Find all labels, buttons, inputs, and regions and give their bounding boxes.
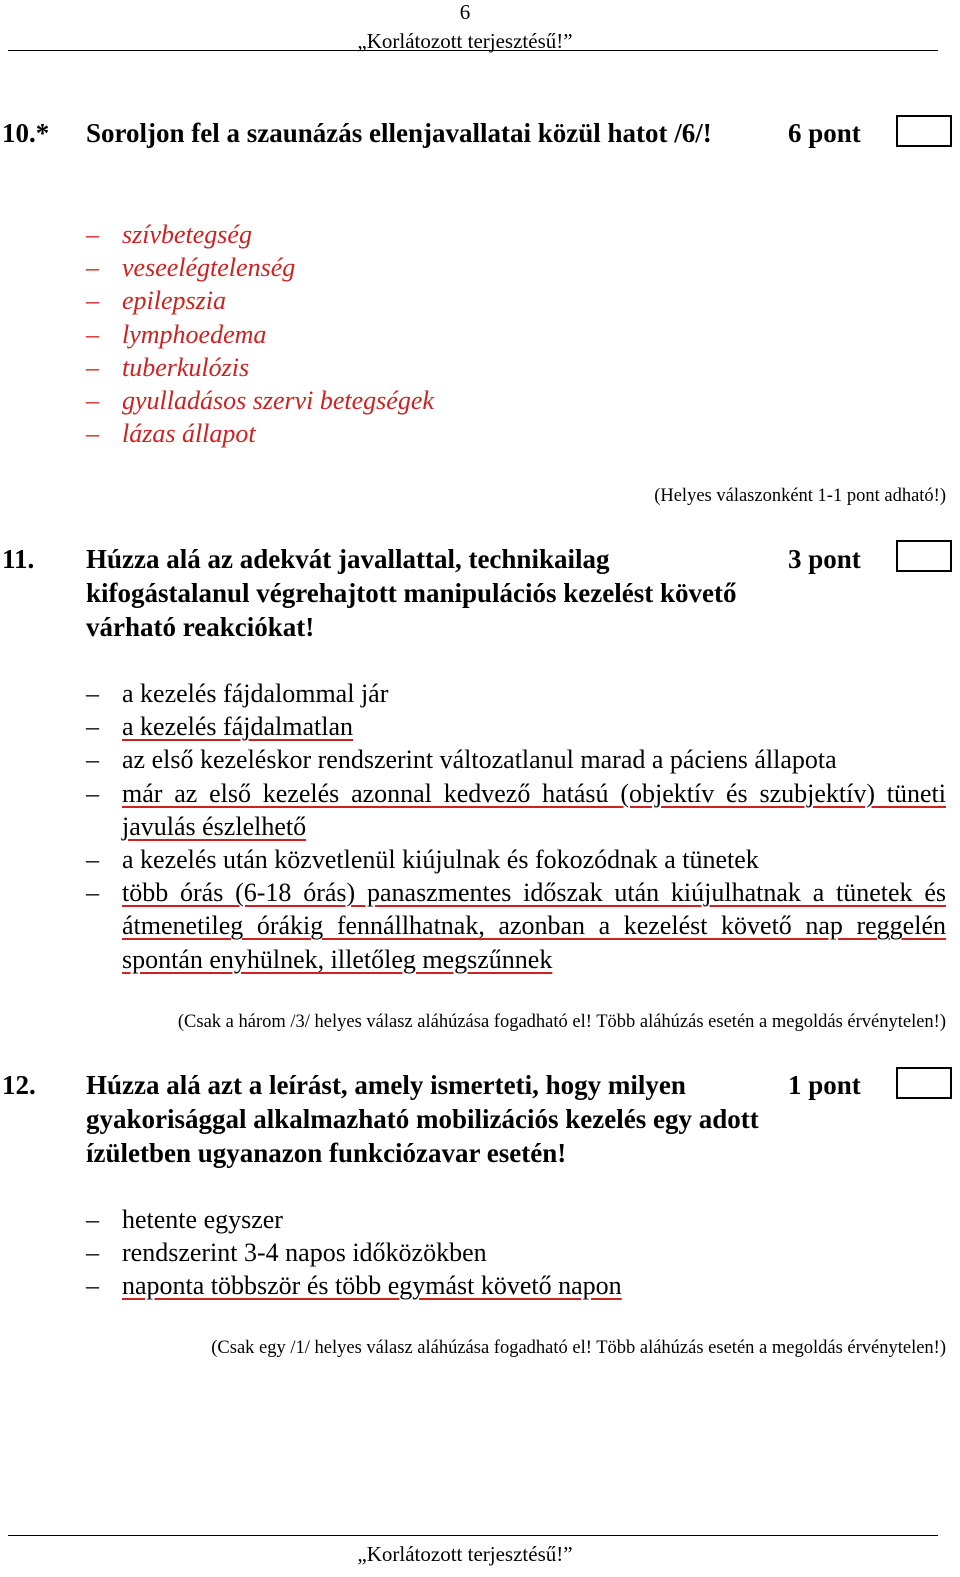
answer-text: hetente egyszer <box>122 1205 283 1234</box>
answer-item[interactable]: – a kezelés fájdalmatlan <box>86 712 353 742</box>
answer-item[interactable]: – hetente egyszer <box>86 1205 283 1234</box>
answer-list <box>86 218 946 450</box>
footer-restricted-label: „Korlátozott terjesztésű!” <box>357 1542 573 1566</box>
question-points: 3 pont <box>788 544 861 574</box>
answer-text: szívbetegség <box>122 220 252 249</box>
question-points: 6 pont <box>788 118 861 148</box>
score-box[interactable] <box>896 115 952 147</box>
answer-item[interactable]: – a kezelés után közvetlenül kiújulnak és fokozódnak a tünetek <box>86 845 759 875</box>
header-restricted-label: „Korlátozott terjesztésű!” <box>357 29 573 53</box>
answer-item: – szívbetegség <box>86 220 252 249</box>
scoring-note: (Csak a három /3/ helyes válasz aláhúzása fogadható el! Több aláhúzás esetén a megoldás érvénytelen!) <box>177 1012 946 1032</box>
footer-rule <box>8 1535 938 1536</box>
answer-item[interactable]: – az első kezeléskor rendszerint változatlanul marad a páciens állapota <box>86 745 837 775</box>
answer-text: veseelégtelenség <box>122 253 296 283</box>
answer-item: – lázas állapot <box>86 419 256 449</box>
answer-item: – tuberkulózis <box>86 352 250 382</box>
answer-text: az első kezeléskor rendszerint változatlanul marad a páciens állapota <box>122 745 837 775</box>
header-rule <box>8 50 938 51</box>
score-box[interactable] <box>896 540 952 572</box>
answer-item: – gyulladásos szervi betegségek <box>86 386 434 416</box>
answer-item[interactable]: – már az első kezelés azonnal kedvező hatású (objektív és szubjektív) tüneti javulás észlelhető <box>86 778 946 841</box>
question-text: Húzza alá azt a leírást, amely ismerteti, hogy milyen gyakorisággal alkalmazható mobilizációs kezelés egy adott ízületben ugyanazon funkciózavar esetén! <box>86 1070 759 1168</box>
answer-text: a kezelés fájdalommal jár <box>122 679 389 708</box>
answer-text: tuberkulózis <box>122 352 250 382</box>
answer-list <box>86 677 946 976</box>
question-number: 11. <box>2 544 35 574</box>
answer-item[interactable]: – több órás (6-18 órás) panaszmentes időszak után kiújulhatnak a tünetek és átmenetileg órákig fennállhatnak, azonban a kezelést követő nap reggelén spontán enyhülnek, illetőleg megszűnnek <box>86 878 946 974</box>
answer-item[interactable]: – naponta többször és több egymást követő napon <box>86 1271 622 1301</box>
answer-list <box>86 1203 946 1303</box>
answer-text-underlined: naponta többször és több egymást követő napon <box>122 1271 622 1301</box>
page-number: 6 <box>459 0 471 24</box>
answer-item: – veseelégtelenség <box>86 253 296 283</box>
question-text: Húzza alá az adekvát javallattal, technikailag kifogástalanul végrehajtott manipulációs kezelést követő várható reakciókat! <box>86 544 737 642</box>
answer-text: rendszerint 3-4 napos időközökben <box>122 1238 487 1268</box>
question-number: 10.* <box>2 118 50 148</box>
answer-text: a kezelés után közvetlenül kiújulnak és fokozódnak a tünetek <box>122 845 759 875</box>
question-number: 12. <box>2 1070 36 1100</box>
question-points: 1 pont <box>788 1070 861 1100</box>
scoring-note: (Helyes válaszonként 1-1 pont adható!) <box>654 486 946 506</box>
answer-text-underlined: több órás (6-18 órás) panaszmentes időszak után kiújulhatnak a tünetek és átmenetileg órákig fennállhatnak, azonban a kezelést követő nap reggelén spontán enyhülnek, illetőleg megszűnnek <box>122 878 946 974</box>
answer-text-underlined: már az első kezelés azonnal kedvező hatású (objektív és szubjektív) tüneti javulás észlelhető <box>122 778 946 841</box>
question-text: Soroljon fel a szaunázás ellenjavallatai közül hatot /6/! <box>86 118 712 148</box>
answer-item: – lymphoedema <box>86 319 267 349</box>
answer-item[interactable]: – rendszerint 3-4 napos időközökben <box>86 1238 487 1268</box>
answer-text: lymphoedema <box>122 319 267 349</box>
answer-text: gyulladásos szervi betegségek <box>122 386 434 416</box>
scoring-note: (Csak egy /1/ helyes válasz aláhúzása fogadható el! Több aláhúzás esetén a megoldás érvénytelen!) <box>211 1338 946 1358</box>
answer-text: epilepszia <box>122 286 226 316</box>
answer-text: lázas állapot <box>122 419 256 449</box>
score-box[interactable] <box>896 1067 952 1099</box>
answer-text-underlined: a kezelés fájdalmatlan <box>122 712 353 742</box>
answer-item: – epilepszia <box>86 286 226 316</box>
answer-item[interactable]: – a kezelés fájdalommal jár <box>86 679 389 708</box>
